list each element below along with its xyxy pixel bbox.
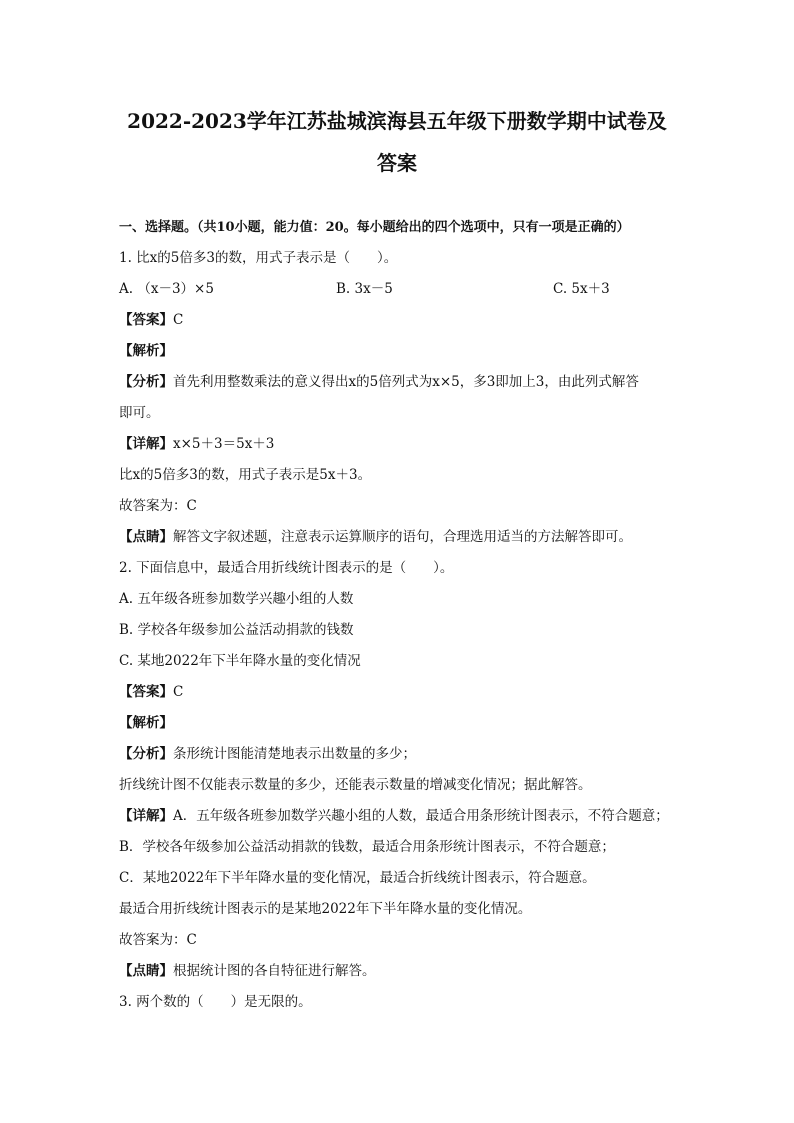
question-2-xiangjie-c: C．某地2022年下半年降水量的变化情况，最适合折线统计图表示，符合题意。 [119,870,596,886]
question-3-stem: 3. 两个数的（ ）是无限的。 [119,994,312,1010]
xiangjie-text: A．五年级各班参加数学兴趣小组的人数，最适合用条形统计图表示，不符合题意； [173,808,669,824]
document-body [119,212,679,1018]
question-1-options [119,274,679,305]
fenxi-tag: 【分析】 [119,746,173,762]
question-2-dianjing [119,956,679,987]
question-2-option-a: A. 五年级各班参加数学兴趣小组的人数 [119,591,354,607]
question-2-fenxi [119,739,679,770]
fenxi-text: 条形统计图能清楚地表示出数量的多少； [173,746,416,762]
question-1-xiangjie [119,429,679,460]
dianjing-tag: 【点睛】 [119,529,173,545]
question-2-final: 故答案为：C [119,932,197,948]
option-c: C. 5x＋3 [553,281,610,297]
xiangjie-tag: 【详解】 [119,436,173,452]
question-1-fenxi-cont: 即可。 [119,405,160,421]
answer-tag: 【答案】 [119,312,173,328]
analysis-tag: 【解析】 [119,343,173,359]
question-1-dianjing [119,522,679,553]
dianjing-text: 根据统计图的各自特征进行解答。 [173,963,376,979]
question-1-final: 故答案为：C [119,498,197,514]
question-2-stem: 2. 下面信息中，最适合用折线统计图表示的是（ ）。 [119,560,454,576]
fenxi-text: 首先利用整数乘法的意义得出x的5倍列式为x×5，多3即加上3，由此列式解答 [173,374,639,390]
xiangjie-text: x×5＋3＝5x＋3 [173,436,275,452]
section-heading: 一、选择题。（共10小题，能力值：20。每小题给出的四个选项中，只有一项是正确的） [119,220,630,235]
question-2-xiangjie-a [119,801,679,832]
answer-value: C [173,312,184,328]
question-2-answer [119,677,679,708]
option-b: B. 3x－5 [336,281,393,297]
answer-value: C [173,684,184,700]
question-1-answer [119,305,679,336]
question-1-fenxi [119,367,679,398]
question-1-analysis-heading [119,336,679,367]
question-1-explanation: 比x的5倍多3的数，用式子表示是5x＋3。 [119,467,372,483]
question-2-summary: 最适合用折线统计图表示的是某地2022年下半年降水量的变化情况。 [119,901,532,917]
dianjing-tag: 【点睛】 [119,963,173,979]
question-2-fenxi-cont: 折线统计图不仅能表示数量的多少，还能表示数量的增减变化情况；据此解答。 [119,777,592,793]
question-2-option-b: B. 学校各年级参加公益活动捐款的钱数 [119,622,354,638]
question-1-stem: 1. 比x的5倍多3的数，用式子表示是（ ）。 [119,250,398,266]
title-line-2: 答案 [377,151,417,175]
analysis-tag: 【解析】 [119,715,173,731]
dianjing-text: 解答文字叙述题，注意表示运算顺序的语句，合理选用适当的方法解答即可。 [173,529,632,545]
option-a: A. （x－3）×5 [119,281,214,297]
fenxi-tag: 【分析】 [119,374,173,390]
xiangjie-tag: 【详解】 [119,808,173,824]
title-line-1: 2022-2023学年江苏盐城滨海县五年级下册数学期中试卷及 [127,109,667,133]
question-2-analysis-heading [119,708,679,739]
question-2-xiangjie-b: B．学校各年级参加公益活动捐款的钱数，最适合用条形统计图表示，不符合题意； [119,839,615,855]
answer-tag: 【答案】 [119,684,173,700]
document-title [110,100,684,184]
question-2-option-c: C. 某地2022年下半年降水量的变化情况 [119,653,361,669]
